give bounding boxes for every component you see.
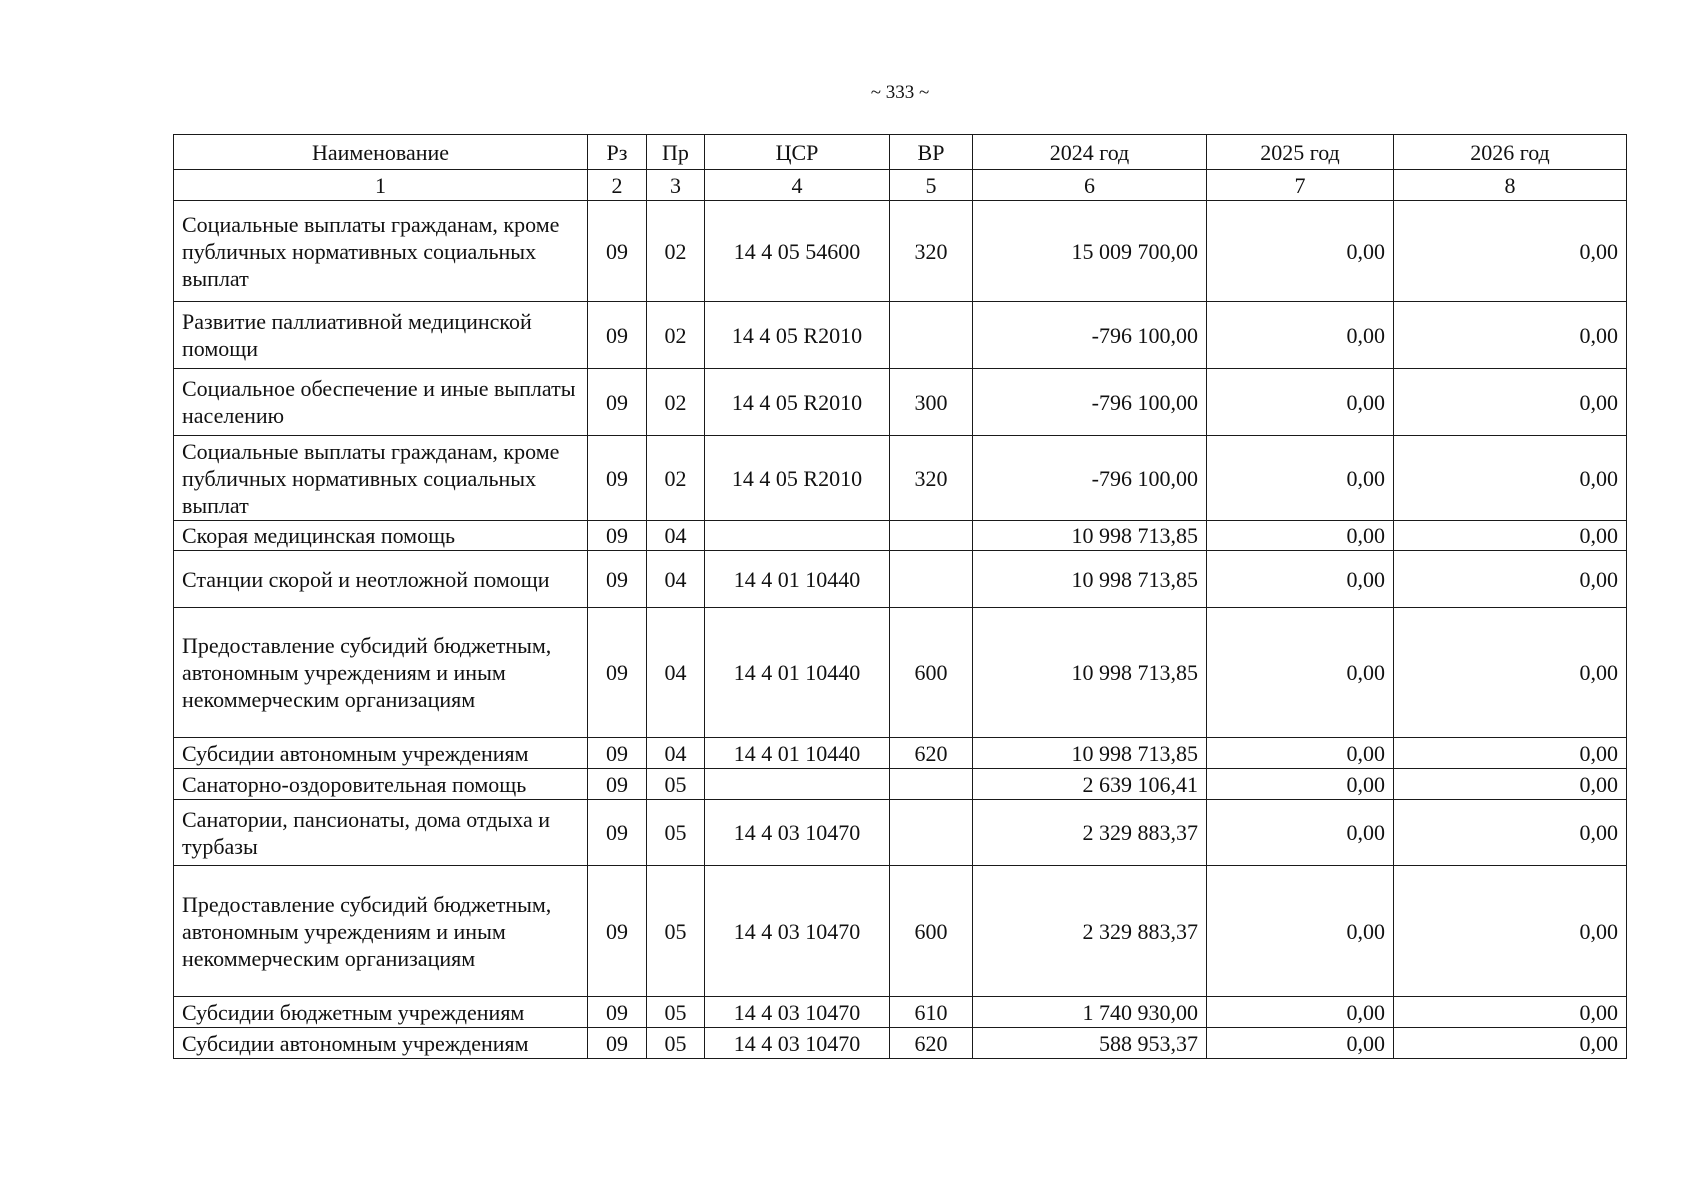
row-2025: 0,00 xyxy=(1207,551,1394,608)
row-2026: 0,00 xyxy=(1394,201,1627,302)
header-name: Наименование xyxy=(174,135,588,170)
row-pr: 05 xyxy=(647,1028,705,1059)
row-vr: 610 xyxy=(890,997,973,1028)
header-vr: ВР xyxy=(890,135,973,170)
row-2026: 0,00 xyxy=(1394,551,1627,608)
row-name: Станции скорой и неотложной помощи xyxy=(174,551,588,608)
row-csr: 14 4 03 10470 xyxy=(705,800,890,866)
column-number: 1 xyxy=(174,170,588,201)
row-rz: 09 xyxy=(588,997,647,1028)
row-rz: 09 xyxy=(588,738,647,769)
row-2026: 0,00 xyxy=(1394,369,1627,436)
row-2025: 0,00 xyxy=(1207,997,1394,1028)
row-2024: 10 998 713,85 xyxy=(973,521,1207,551)
row-csr: 14 4 05 R2010 xyxy=(705,302,890,369)
row-2025: 0,00 xyxy=(1207,866,1394,997)
table-row xyxy=(174,551,1627,608)
row-2024: 2 329 883,37 xyxy=(973,866,1207,997)
table-row xyxy=(174,997,1627,1028)
row-2026: 0,00 xyxy=(1394,866,1627,997)
row-name: Субсидии автономным учреждениям xyxy=(174,1028,588,1059)
table-row xyxy=(174,738,1627,769)
table-row xyxy=(174,436,1627,521)
row-rz: 09 xyxy=(588,866,647,997)
row-name: Скорая медицинская помощь xyxy=(174,521,588,551)
table-row xyxy=(174,302,1627,369)
row-pr: 04 xyxy=(647,738,705,769)
row-pr: 04 xyxy=(647,551,705,608)
row-csr: 14 4 05 R2010 xyxy=(705,436,890,521)
row-name: Субсидии автономным учреждениям xyxy=(174,738,588,769)
row-2026: 0,00 xyxy=(1394,521,1627,551)
row-2024: 2 329 883,37 xyxy=(973,800,1207,866)
row-rz: 09 xyxy=(588,302,647,369)
header-2024: 2024 год xyxy=(973,135,1207,170)
row-rz: 09 xyxy=(588,1028,647,1059)
row-rz: 09 xyxy=(588,608,647,738)
header-csr: ЦСР xyxy=(705,135,890,170)
table-row xyxy=(174,1028,1627,1059)
row-pr: 04 xyxy=(647,608,705,738)
row-csr: 14 4 03 10470 xyxy=(705,1028,890,1059)
row-2024: 10 998 713,85 xyxy=(973,738,1207,769)
column-number: 5 xyxy=(890,170,973,201)
row-vr: 320 xyxy=(890,436,973,521)
row-name: Социальные выплаты гражданам, кроме публичных нормативных социальных выплат xyxy=(174,436,588,521)
row-pr: 04 xyxy=(647,521,705,551)
column-number: 2 xyxy=(588,170,647,201)
header-row xyxy=(174,135,1627,170)
row-pr: 02 xyxy=(647,302,705,369)
row-name: Социальные выплаты гражданам, кроме публичных нормативных социальных выплат xyxy=(174,201,588,302)
row-vr: 600 xyxy=(890,866,973,997)
row-2026: 0,00 xyxy=(1394,1028,1627,1059)
row-csr: 14 4 01 10440 xyxy=(705,608,890,738)
row-2026: 0,00 xyxy=(1394,738,1627,769)
row-2025: 0,00 xyxy=(1207,436,1394,521)
row-name: Предоставление субсидий бюджетным, автономным учреждениям и иным некоммерческим организациям xyxy=(174,608,588,738)
row-2026: 0,00 xyxy=(1394,608,1627,738)
row-pr: 05 xyxy=(647,769,705,800)
row-2025: 0,00 xyxy=(1207,738,1394,769)
row-csr: 14 4 01 10440 xyxy=(705,551,890,608)
column-number: 4 xyxy=(705,170,890,201)
row-csr: 14 4 03 10470 xyxy=(705,866,890,997)
row-pr: 05 xyxy=(647,997,705,1028)
row-2025: 0,00 xyxy=(1207,302,1394,369)
header-pr: Пр xyxy=(647,135,705,170)
row-vr xyxy=(890,521,973,551)
row-2025: 0,00 xyxy=(1207,608,1394,738)
row-2025: 0,00 xyxy=(1207,369,1394,436)
column-number: 8 xyxy=(1394,170,1627,201)
row-2024: -796 100,00 xyxy=(973,436,1207,521)
table-row xyxy=(174,800,1627,866)
row-csr xyxy=(705,521,890,551)
row-vr: 300 xyxy=(890,369,973,436)
row-vr xyxy=(890,800,973,866)
row-name: Санатории, пансионаты, дома отдыха и турбазы xyxy=(174,800,588,866)
header-rz: Рз xyxy=(588,135,647,170)
column-number: 7 xyxy=(1207,170,1394,201)
row-vr xyxy=(890,302,973,369)
row-2026: 0,00 xyxy=(1394,302,1627,369)
row-csr xyxy=(705,769,890,800)
row-2026: 0,00 xyxy=(1394,997,1627,1028)
page-number: ~ 333 ~ xyxy=(870,82,930,103)
row-2024: 588 953,37 xyxy=(973,1028,1207,1059)
row-csr: 14 4 05 R2010 xyxy=(705,369,890,436)
row-csr: 14 4 05 54600 xyxy=(705,201,890,302)
table-row xyxy=(174,769,1627,800)
header-2026: 2026 год xyxy=(1394,135,1627,170)
row-name: Предоставление субсидий бюджетным, автономным учреждениям и иным некоммерческим организациям xyxy=(174,866,588,997)
row-pr: 05 xyxy=(647,866,705,997)
row-2025: 0,00 xyxy=(1207,1028,1394,1059)
budget-table xyxy=(173,134,1627,1059)
row-vr xyxy=(890,769,973,800)
column-number: 6 xyxy=(973,170,1207,201)
row-rz: 09 xyxy=(588,551,647,608)
row-2025: 0,00 xyxy=(1207,769,1394,800)
table-row xyxy=(174,866,1627,997)
row-rz: 09 xyxy=(588,436,647,521)
row-csr: 14 4 03 10470 xyxy=(705,997,890,1028)
row-2024: 1 740 930,00 xyxy=(973,997,1207,1028)
row-2026: 0,00 xyxy=(1394,800,1627,866)
row-pr: 05 xyxy=(647,800,705,866)
row-pr: 02 xyxy=(647,201,705,302)
row-2025: 0,00 xyxy=(1207,800,1394,866)
column-number-row xyxy=(174,170,1627,201)
table-row xyxy=(174,608,1627,738)
row-2025: 0,00 xyxy=(1207,201,1394,302)
row-vr xyxy=(890,551,973,608)
row-csr: 14 4 01 10440 xyxy=(705,738,890,769)
row-name: Субсидии бюджетным учреждениям xyxy=(174,997,588,1028)
row-name: Санаторно-оздоровительная помощь xyxy=(174,769,588,800)
row-2026: 0,00 xyxy=(1394,436,1627,521)
row-pr: 02 xyxy=(647,436,705,521)
row-2025: 0,00 xyxy=(1207,521,1394,551)
row-rz: 09 xyxy=(588,369,647,436)
row-rz: 09 xyxy=(588,521,647,551)
row-rz: 09 xyxy=(588,800,647,866)
row-vr: 320 xyxy=(890,201,973,302)
table-row xyxy=(174,521,1627,551)
row-2024: 10 998 713,85 xyxy=(973,608,1207,738)
row-vr: 620 xyxy=(890,738,973,769)
row-vr: 620 xyxy=(890,1028,973,1059)
row-rz: 09 xyxy=(588,201,647,302)
row-2024: -796 100,00 xyxy=(973,369,1207,436)
table-row xyxy=(174,201,1627,302)
row-rz: 09 xyxy=(588,769,647,800)
row-2024: 15 009 700,00 xyxy=(973,201,1207,302)
row-name: Развитие паллиативной медицинской помощи xyxy=(174,302,588,369)
row-vr: 600 xyxy=(890,608,973,738)
row-2026: 0,00 xyxy=(1394,769,1627,800)
table-row xyxy=(174,369,1627,436)
column-number: 3 xyxy=(647,170,705,201)
row-2024: -796 100,00 xyxy=(973,302,1207,369)
row-2024: 2 639 106,41 xyxy=(973,769,1207,800)
row-2024: 10 998 713,85 xyxy=(973,551,1207,608)
row-pr: 02 xyxy=(647,369,705,436)
header-2025: 2025 год xyxy=(1207,135,1394,170)
row-name: Социальное обеспечение и иные выплаты населению xyxy=(174,369,588,436)
